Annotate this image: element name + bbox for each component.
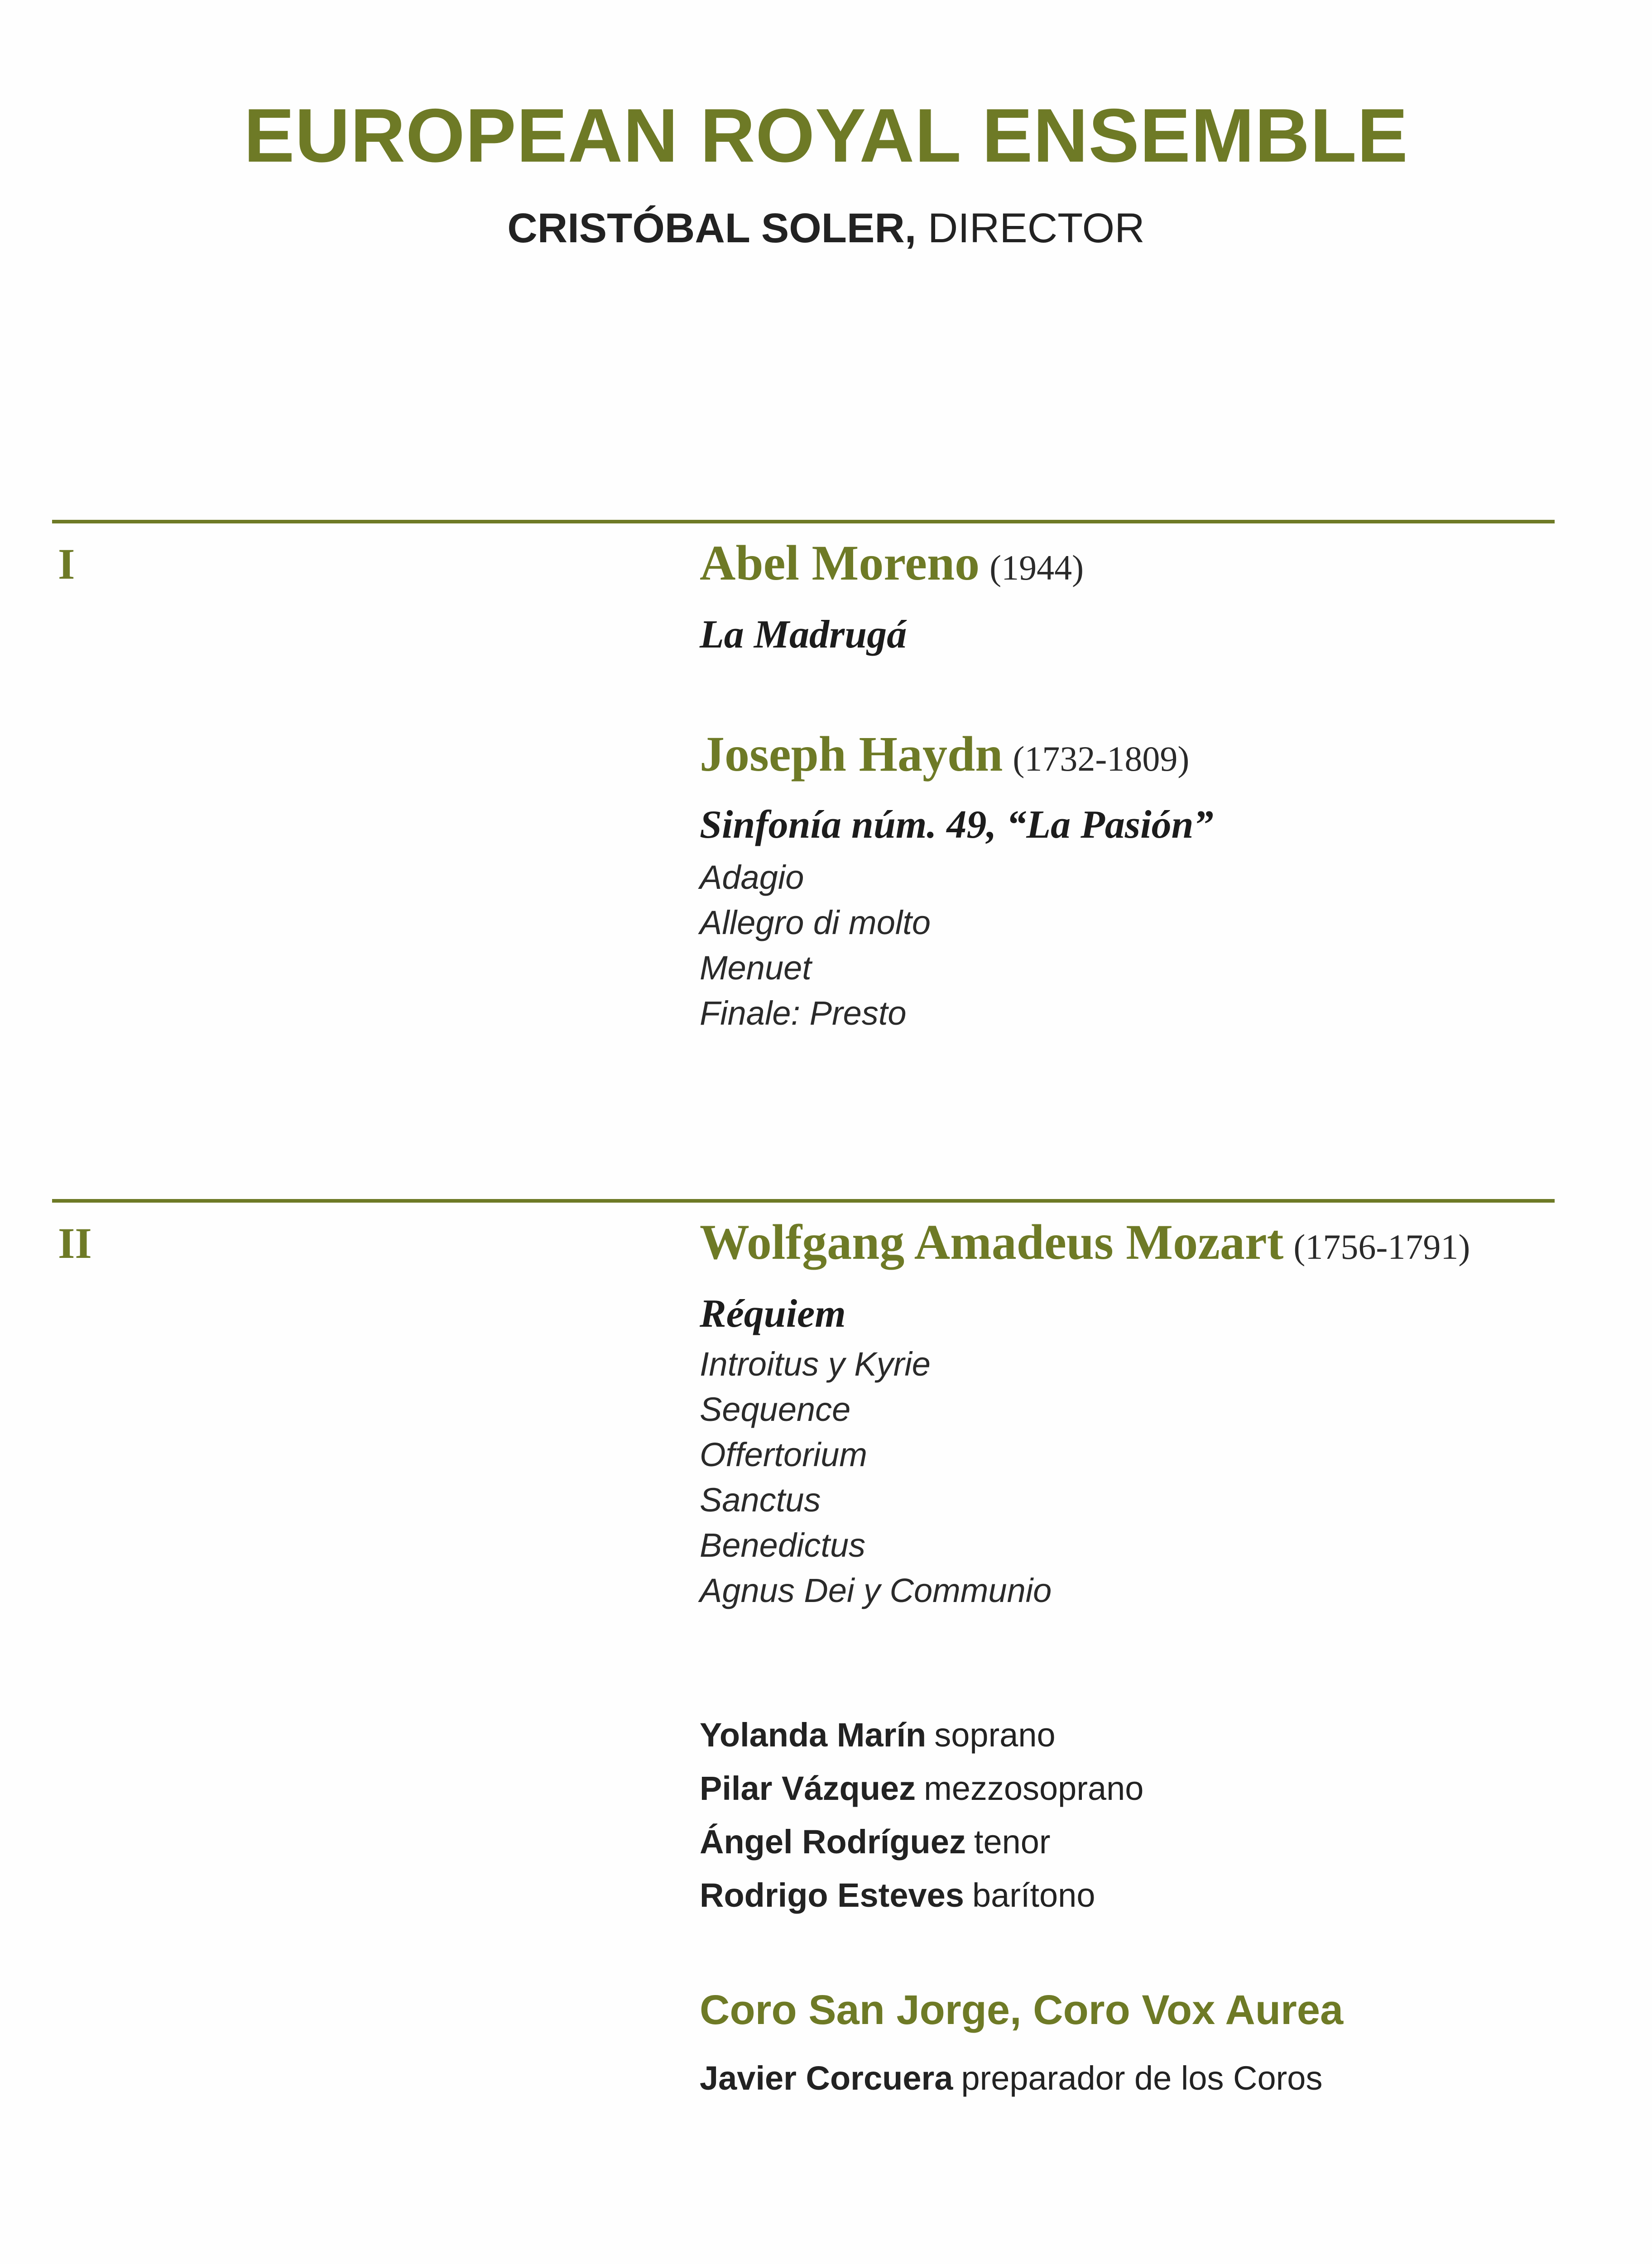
work-title: Sinfonía núm. 49, “La Pasión”	[700, 803, 1214, 847]
composer-dates: (1756-1791)	[1293, 1227, 1470, 1266]
composer-name: Abel Moreno	[700, 535, 980, 590]
soloist-voice: barítono	[972, 1876, 1095, 1914]
composer-heading	[700, 726, 1190, 782]
movement-list	[700, 855, 931, 1036]
composer-heading	[700, 1214, 1470, 1270]
movement-item: Sanctus	[700, 1481, 821, 1519]
movement-item: Sequence	[700, 1391, 851, 1428]
movement-item: Finale: Presto	[700, 994, 907, 1032]
part-divider	[52, 1199, 1555, 1203]
soloist-voice: soprano	[934, 1716, 1056, 1754]
director-line	[0, 207, 1652, 249]
soloist-item	[700, 1815, 1143, 1869]
movement-item: Menuet	[700, 949, 812, 987]
soloist-name: Yolanda Marín	[700, 1716, 927, 1754]
movement-list	[700, 1342, 1052, 1613]
work-title: Réquiem	[700, 1292, 846, 1336]
part-numeral: II	[58, 1219, 92, 1267]
composer-name: Wolfgang Amadeus Mozart	[700, 1214, 1284, 1270]
work-title: La Madrugá	[700, 613, 907, 657]
movement-item: Adagio	[700, 859, 804, 896]
choir-heading: Coro San Jorge, Coro Vox Aurea	[700, 1987, 1344, 2033]
composer-name: Joseph Haydn	[700, 726, 1003, 782]
soloist-voice: mezzosoprano	[924, 1770, 1144, 1807]
choir-preparer-name: Javier Corcuera	[700, 2059, 953, 2097]
director-role: DIRECTOR	[927, 205, 1145, 251]
choir-preparer-line	[700, 2059, 1323, 2097]
composer-dates: (1732-1809)	[1013, 739, 1190, 778]
movement-item: Agnus Dei y Communio	[700, 1572, 1052, 1609]
movement-item: Benedictus	[700, 1526, 866, 1564]
movement-item: Introitus y Kyrie	[700, 1345, 931, 1383]
soloist-voice: tenor	[974, 1823, 1051, 1861]
soloist-list	[700, 1708, 1143, 1922]
ensemble-title: EUROPEAN ROYAL ENSEMBLE	[244, 93, 1408, 178]
soloist-item	[700, 1708, 1143, 1762]
choir-preparer-role: preparador de los Coros	[961, 2059, 1323, 2097]
movement-item: Offertorium	[700, 1436, 868, 1473]
part-numeral: I	[58, 540, 75, 588]
soloist-name: Rodrigo Esteves	[700, 1876, 964, 1914]
part-divider	[52, 520, 1555, 523]
composer-dates: (1944)	[989, 548, 1084, 587]
composer-heading	[700, 535, 1084, 590]
soloist-item	[700, 1762, 1143, 1815]
movement-item: Allegro di molto	[700, 904, 931, 941]
soloist-name: Pilar Vázquez	[700, 1770, 916, 1807]
soloist-name: Ángel Rodríguez	[700, 1823, 966, 1861]
soloist-item	[700, 1869, 1143, 1922]
director-name: CRISTÓBAL SOLER,	[507, 205, 917, 251]
